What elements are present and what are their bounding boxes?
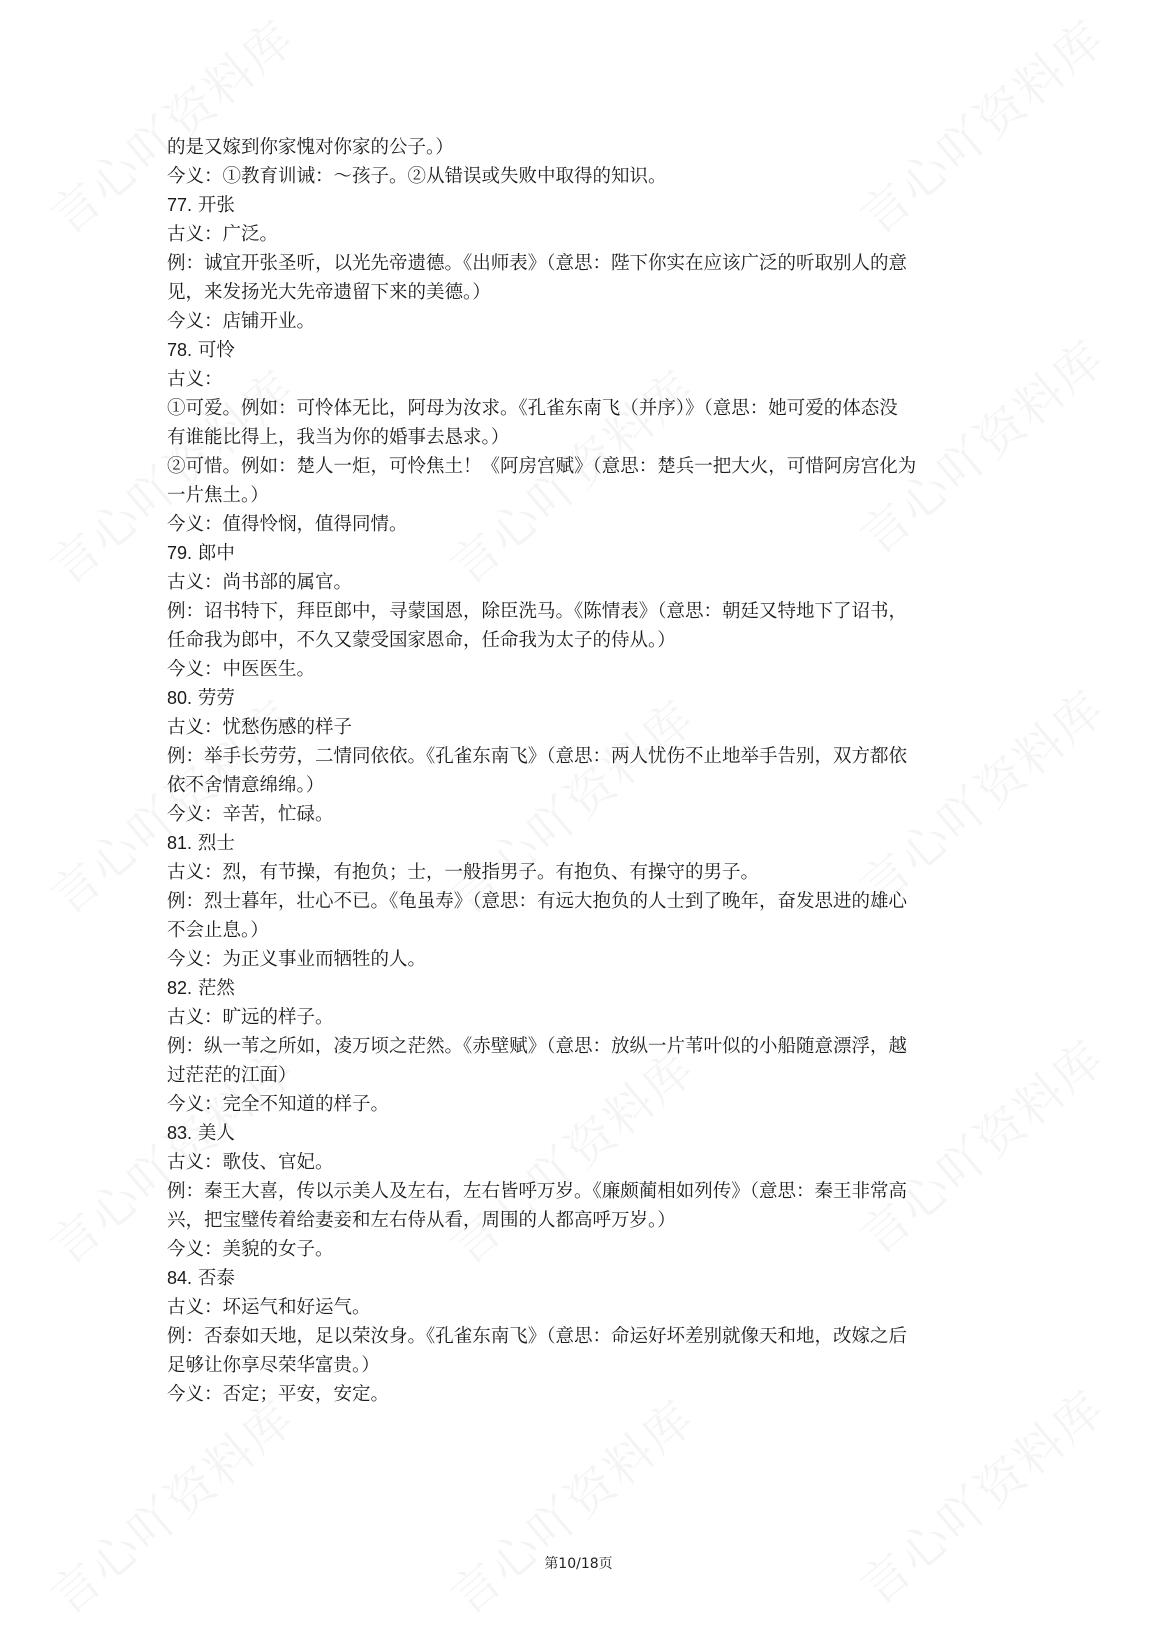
- text-line: 古义：广泛。: [167, 224, 279, 245]
- entry-number: 84.: [167, 1268, 193, 1288]
- watermark-text: [433, 1382, 707, 1628]
- entry-term: 可怜: [197, 340, 235, 361]
- entry-term: 否泰: [197, 1268, 235, 1289]
- entry-term: 郎中: [197, 543, 235, 564]
- text-line: 过茫茫的江面）: [167, 1065, 297, 1086]
- text-line: 足够让你享尽荣华富贵。）: [167, 1355, 380, 1376]
- entry-number: 77.: [167, 195, 193, 215]
- entry-heading: [167, 539, 947, 568]
- entry-number: 78.: [167, 340, 193, 360]
- entry-number: 83.: [167, 1123, 193, 1143]
- text-line: 今义：为正义事业而牺牲的人。: [167, 949, 427, 970]
- entry-number: 82.: [167, 978, 193, 998]
- entry-heading: [167, 974, 947, 1003]
- text-line: 例：烈士暮年，壮心不已。《龟虽寿》（意思：有远大抱负的人士到了晚年，奋发思进的雄心: [167, 891, 908, 912]
- text-line: ②可惜。例如：楚人一炬，可怜焦土！《阿房宫赋》（意思：楚兵一把大火，可惜阿房宫化为: [167, 456, 917, 477]
- text-line: 例：秦王大喜，传以示美人及左右，左右皆呼万岁。《廉颇蔺相如列传》（意思：秦王非常高: [167, 1181, 908, 1202]
- text-line: 今义：中医医生。: [167, 659, 316, 680]
- text-line: 古义：忧愁伤感的样子: [167, 717, 353, 738]
- text-line: 古义：烈，有节操，有抱负；士，一般指男子。有抱负、有操守的男子。: [167, 862, 760, 883]
- text-line: 依不舍情意绵绵。）: [167, 775, 325, 796]
- entry-number: 81.: [167, 833, 193, 853]
- text-line: 古义：旷远的样子。: [167, 1007, 334, 1028]
- text-line: 古义：尚书部的属官。: [167, 572, 353, 593]
- text-line: 今义：否定；平安，安定。: [167, 1384, 390, 1405]
- text-line: 的是又嫁到你家愧对你家的公子。）: [167, 137, 454, 158]
- text-line: 任命我为郎中，不久又蒙受国家恩命，任命我为太子的侍从。）: [167, 630, 676, 651]
- text-line: 今义：美貌的女子。: [167, 1239, 334, 1260]
- entry-heading: [167, 1119, 947, 1148]
- text-line: 今义：①教育训诫：～孩子。②从错误或失败中取得的知识。: [167, 166, 667, 187]
- text-line: 兴，把宝璧传着给妻妾和左右侍从看，周围的人都高呼万岁。）: [167, 1210, 676, 1231]
- watermark-text: [33, 1382, 307, 1628]
- text-line: 今义：店铺开业。: [167, 311, 316, 332]
- text-line: 古义：: [167, 369, 223, 390]
- text-line: 例：诏书特下，拜臣郎中，寻蒙国恩，除臣洗马。《陈情表》（意思：朝廷又特地下了诏书，: [167, 601, 908, 622]
- text-line: 有谁能比得上，我当为你的婚事去恳求。）: [167, 427, 510, 448]
- text-line: 今义：辛苦，忙碌。: [167, 804, 334, 825]
- text-line: 例：否泰如天地，足以荣汝身。《孔雀东南飞》（意思：命运好坏差别就像天和地，改嫁之后: [167, 1326, 908, 1347]
- entry-number: 79.: [167, 543, 193, 563]
- entry-heading: [167, 336, 947, 365]
- text-line: 不会止息。）: [167, 920, 269, 941]
- text-line: 见，来发扬光大先帝遗留下来的美德。）: [167, 282, 491, 303]
- text-line: 古义：坏运气和好运气。: [167, 1297, 371, 1318]
- entry-term: 美人: [197, 1123, 235, 1144]
- text-line: 古义：歌伎、官妃。: [167, 1152, 334, 1173]
- page-number: 第10/18页: [544, 1556, 613, 1572]
- entry-heading: [167, 684, 947, 713]
- text-line: 例：诚宜开张圣听，以光先帝遗德。《出师表》（意思：陛下你实在应该广泛的听取别人的意: [167, 253, 908, 274]
- entry-heading: [167, 1264, 947, 1293]
- text-line: 例：纵一苇之所如，凌万顷之茫然。《赤壁赋》（意思：放纵一片苇叶似的小船随意漂浮，越: [167, 1036, 908, 1057]
- text-line: 今义：值得怜悯，值得同情。: [167, 514, 408, 535]
- text-line: 例：举手长劳劳，二情同依依。《孔雀东南飞》（意思：两人忧伤不止地举手告别，双方都依: [167, 746, 908, 767]
- entry-heading: [167, 191, 947, 220]
- text-line: ①可爱。例如：可怜体无比，阿母为汝求。《孔雀东南飞（并序）》（意思：她可爱的体态没: [167, 398, 898, 419]
- entry-term: 劳劳: [197, 688, 235, 709]
- text-line: 今义：完全不知道的样子。: [167, 1094, 390, 1115]
- entry-term: 开张: [197, 195, 235, 216]
- entry-heading: [167, 829, 947, 858]
- document-body: [167, 133, 947, 1409]
- entry-number: 80.: [167, 688, 193, 708]
- text-line: 一片焦土。）: [167, 485, 269, 506]
- entry-term: 烈士: [197, 833, 235, 854]
- entry-term: 茫然: [197, 978, 235, 999]
